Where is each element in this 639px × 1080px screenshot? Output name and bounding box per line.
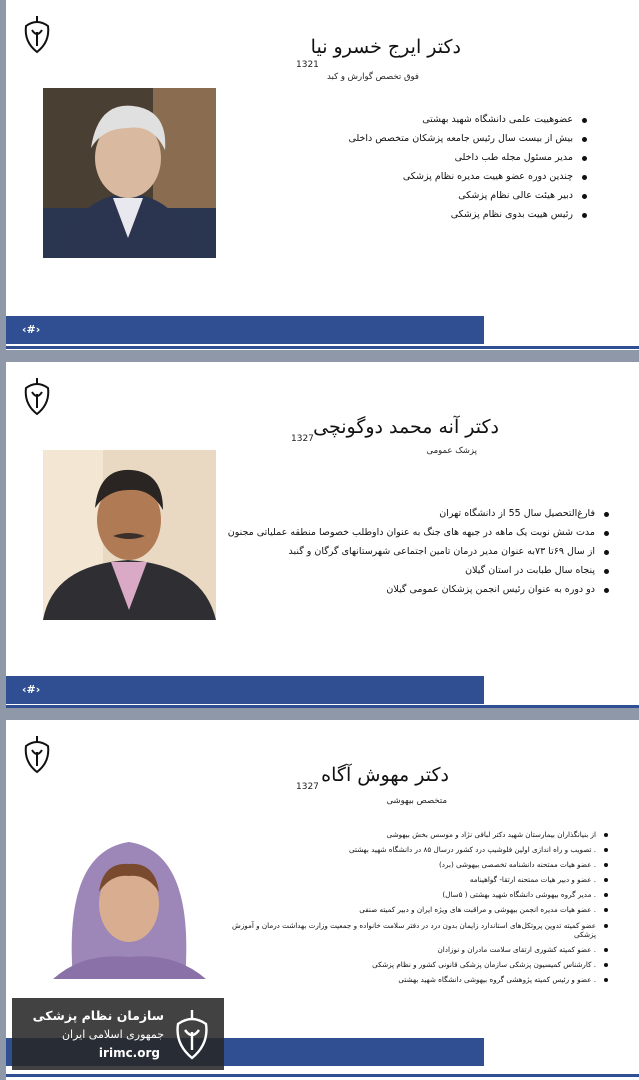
list-item: فارغ‌التحصیل سال 55 از دانشگاه تهران bbox=[221, 508, 611, 520]
doctor-name: دکتر ایرج خسرو نیا bbox=[310, 36, 461, 58]
list-item: پنجاه سال طبابت در استان گیلان bbox=[221, 565, 611, 577]
doctor-photo bbox=[43, 812, 216, 979]
list-item: . عضو کمیته کشوری ارتقای سلامت مادران و نوزادان bbox=[209, 945, 609, 955]
footer-bar bbox=[6, 676, 484, 704]
footer-bar bbox=[6, 316, 484, 344]
doctor-photo bbox=[43, 88, 216, 258]
list-item: . عضو هیات مدیره انجمن بیهوشی و مراقبت های ویژه ایران و دبیر کمیته صنفی bbox=[209, 905, 609, 915]
org-name: سازمان نظام پزشکی bbox=[32, 1008, 164, 1023]
list-item: . تصویب و راه اندازی اولین فلوشیپ درد کشور درسال ۸۵ در دانشگاه شهید بهشتی bbox=[209, 845, 609, 855]
org-country: جمهوری اسلامی ایران bbox=[61, 1028, 164, 1041]
doctor-photo bbox=[43, 450, 216, 620]
list-item: از بنیانگذاران بیمارستان شهید دکتر لبافی نژاد و موسس بخش بیهوشی bbox=[209, 830, 609, 840]
birth-year: 1327 bbox=[291, 434, 314, 444]
list-item: عضو کمیته تدوین پروتکل‌های استاندارد زایمان بدون درد در دفتر سلامت خانواده و جمعیت وزارت بهداشت درمان و آموزش پزشکی bbox=[209, 921, 609, 940]
footer-line bbox=[6, 705, 639, 708]
list-item: عضوهییت علمی دانشگاه شهید بهشتی bbox=[219, 114, 589, 126]
footer-line bbox=[6, 1074, 639, 1077]
slide-1 bbox=[6, 0, 639, 350]
list-item: دبیر هیئت عالی نظام پزشکی bbox=[219, 190, 589, 202]
medical-emblem-icon bbox=[172, 1008, 212, 1060]
irimc-watermark bbox=[12, 998, 224, 1070]
birth-year: 1327 bbox=[296, 782, 319, 792]
list-item: . کارشناس کمیسیون پزشکی سازمان پزشکی قانونی کشور و نظام پزشکی bbox=[209, 960, 609, 970]
list-item: مدیر مسئول مجله طب داخلی bbox=[219, 152, 589, 164]
list-item: . عضو و دبیر هیات ممتحنه ارتقا- گواهینامه bbox=[209, 875, 609, 885]
slide-2 bbox=[6, 362, 639, 708]
specialty: فوق تخصص گوارش و کبد bbox=[327, 72, 419, 82]
birth-year: 1321 bbox=[296, 60, 319, 70]
doctor-name: دکتر آنه محمد دوگونچی bbox=[313, 416, 499, 438]
list-item: . مدیر گروه بیهوشی دانشگاه شهید بهشتی ( ۵سال) bbox=[209, 890, 609, 900]
list-item: از سال ۶۹تا ۷۳به عنوان مدیر درمان تامین اجتماعی شهرستانهای گرگان و گنبد bbox=[221, 546, 611, 558]
list-item: رئیس هییت بدوی نظام پزشکی bbox=[219, 209, 589, 221]
bullet-list bbox=[221, 508, 611, 603]
specialty: متخصص بیهوشی bbox=[386, 796, 447, 806]
specialty: پزشک عمومی bbox=[426, 446, 477, 456]
irimc-logo-icon bbox=[20, 12, 54, 68]
bullet-list bbox=[219, 114, 589, 228]
list-item: بیش از بیست سال رئیس جامعه پزشکان متخصص داخلی bbox=[219, 133, 589, 145]
irimc-logo-icon bbox=[20, 374, 54, 430]
doctor-name: دکتر مهوش آگاه bbox=[321, 764, 449, 786]
slide-number: ‹#› bbox=[22, 683, 41, 696]
list-item: مدت شش نوبت یک ماهه در جبهه های جنگ به عنوان داوطلب خصوصا منطقه عملیاتی مجنون bbox=[221, 527, 611, 539]
list-item: . عضو و رئیس کمیته پژوهشی گروه بیهوشی دانشگاه شهید بهشتی bbox=[209, 975, 609, 985]
irimc-logo-icon bbox=[20, 732, 54, 788]
org-website: irimc.org bbox=[98, 1046, 160, 1060]
bullet-list bbox=[209, 830, 609, 990]
footer-line bbox=[6, 346, 639, 349]
list-item: . عضو هیات ممتحنه دانشنامه تخصصی بیهوشی (برد) bbox=[209, 860, 609, 870]
list-item: چندین دوره عضو هییت مدیره نظام پزشکی bbox=[219, 171, 589, 183]
list-item: دو دوره به عنوان رئیس انجمن پزشکان عمومی گیلان bbox=[221, 584, 611, 596]
slide-number: ‹#› bbox=[22, 323, 41, 336]
